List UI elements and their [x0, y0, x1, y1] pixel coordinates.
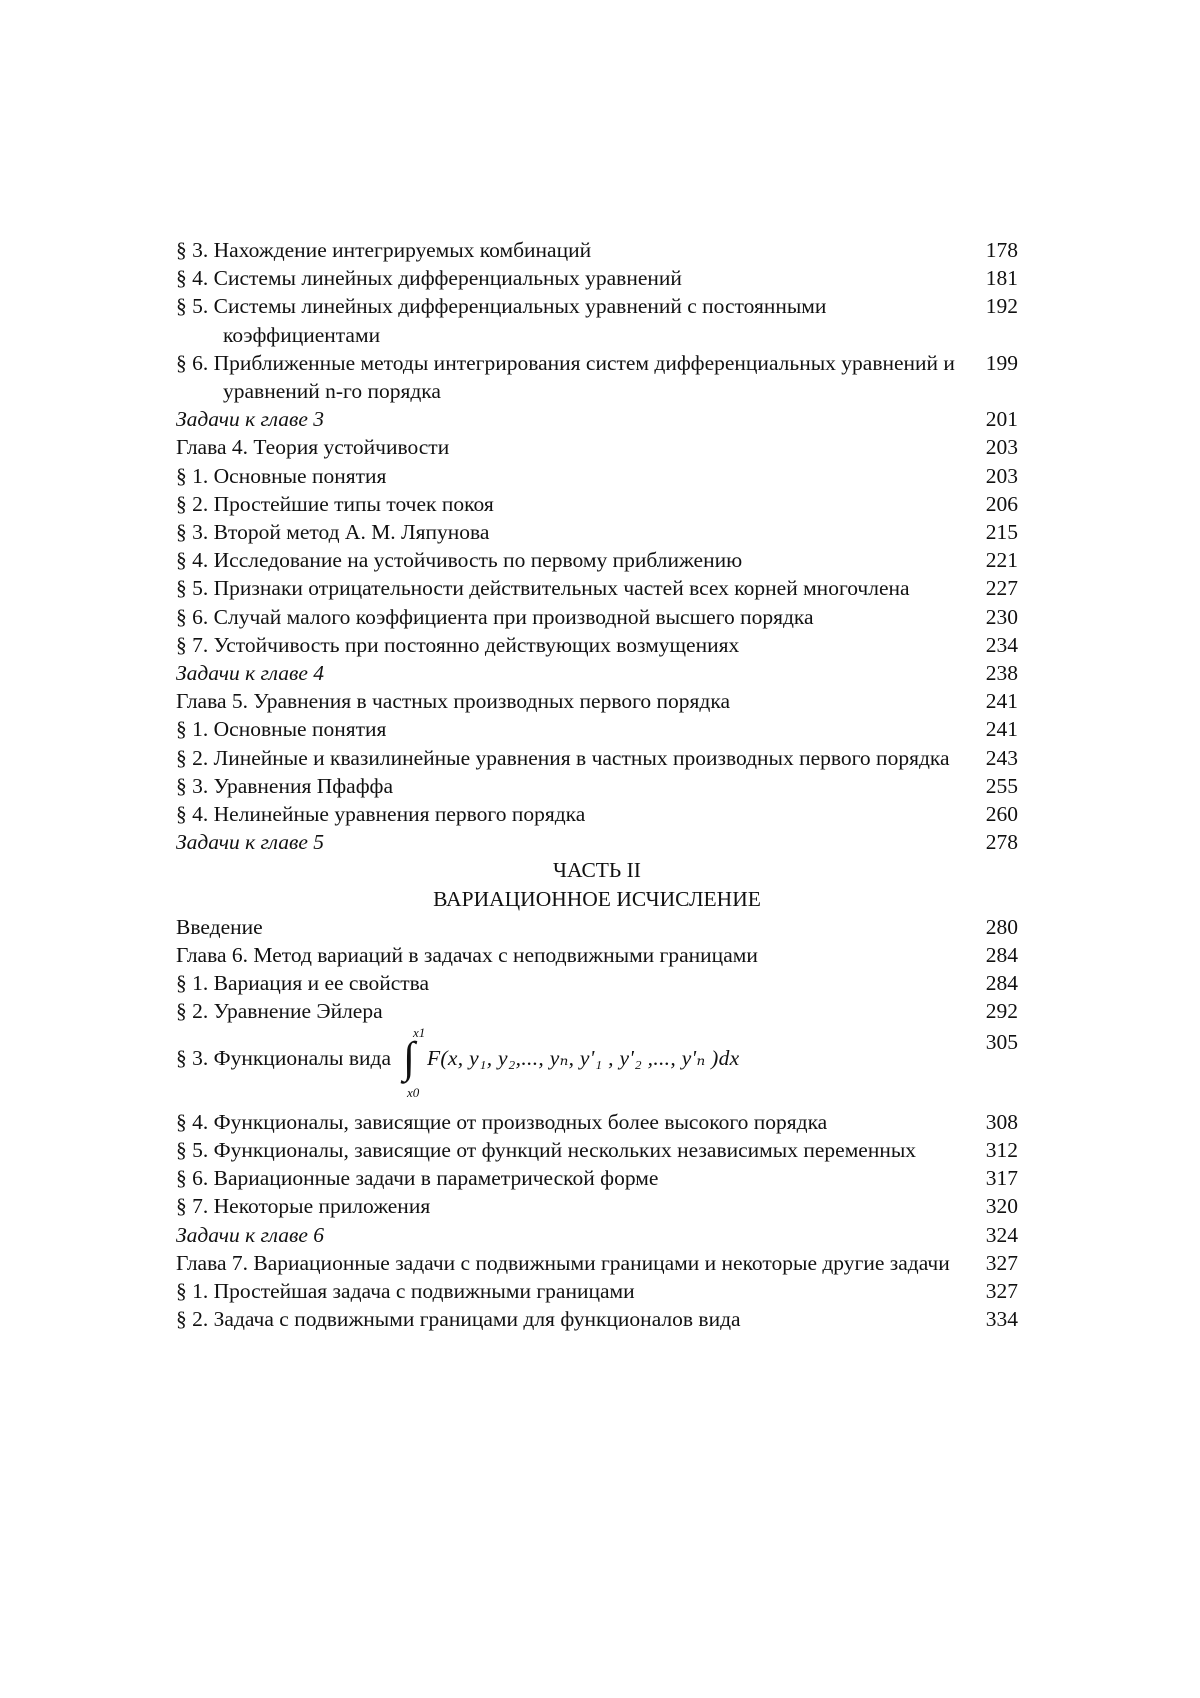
formula-entry-label: § 3. Функционалы вида: [176, 1045, 391, 1070]
toc-entry: [176, 687, 1018, 715]
toc-entry-title: § 5. Функционалы, зависящие от функций нескольких независимых переменных: [176, 1137, 917, 1162]
toc-entry-page: 241: [985, 717, 1018, 742]
integral-sign: [399, 1026, 427, 1102]
toc-entry-page: 201: [985, 407, 1018, 432]
toc-entry-page: 234: [985, 632, 1018, 657]
toc-entry-title: § 2. Задача с подвижными границами для функционалов вида: [176, 1307, 741, 1332]
toc-entry: [176, 828, 1018, 856]
toc-entry-title: § 2. Линейные и квазилинейные уравнения в частных производных первого порядка: [176, 745, 950, 770]
toc-entry-page: 178: [985, 238, 1018, 262]
toc-entry: [176, 603, 1018, 631]
toc-entry-title: § 4. Функционалы, зависящие от производных более высокого порядка: [176, 1109, 828, 1134]
toc-entry-page: 334: [985, 1307, 1018, 1332]
toc-entry-page: 203: [985, 435, 1018, 460]
toc-entry-page: 206: [985, 491, 1018, 516]
toc-entry-page: 308: [985, 1109, 1018, 1134]
toc-entry: [176, 1277, 1018, 1305]
toc-entry: [176, 1221, 1018, 1249]
toc-entry: [176, 1164, 1018, 1192]
formula-entry-page: 305: [985, 1029, 1018, 1054]
toc-entry-title: Глава 5. Уравнения в частных производных первого порядка: [176, 689, 730, 714]
toc-entry-title: § 3. Нахождение интегрируемых комбинаций: [176, 238, 592, 262]
toc-entry-title: § 4. Системы линейных дифференциальных уравнений: [176, 266, 682, 291]
toc-entry-page: 192: [985, 294, 1018, 319]
toc-entry-title: Задачи к главе 3: [176, 407, 325, 432]
part-title: ВАРИАЦИОННОЕ ИСЧИСЛЕНИЕ: [433, 886, 761, 911]
toc-entry-title: § 4. Нелинейные уравнения первого порядка: [176, 802, 586, 827]
toc-entry: [176, 631, 1018, 659]
toc-entry: [176, 744, 1018, 772]
toc-entry: [176, 349, 1018, 405]
toc-entry-title: § 2. Простейшие типы точек покоя: [176, 491, 494, 516]
integrand-expression: F(x, y₁, y₂,..., yₙ, y'₁ , y'₂ ,..., y'ₙ )dx: [427, 1045, 740, 1070]
toc-entry: [176, 433, 1018, 461]
toc-entry-title: § 1. Основные понятия: [176, 463, 387, 488]
toc-entry: [176, 292, 1018, 348]
toc-entry-title: Введение: [176, 914, 263, 939]
toc-entry-title: Задачи к главе 5: [176, 830, 325, 855]
toc-entry: [176, 462, 1018, 490]
toc-entry-page: 215: [985, 520, 1018, 545]
integral-upper-limit: x1: [413, 1024, 426, 1040]
toc-entry-page: 312: [985, 1137, 1018, 1162]
toc-entry-page: 243: [985, 745, 1018, 770]
integral-symbol: ∫: [403, 1032, 416, 1082]
toc-entry: [176, 1192, 1018, 1220]
toc-entry-page: 317: [985, 1166, 1018, 1191]
toc-entry: [176, 1249, 1018, 1277]
toc-entry: [176, 800, 1018, 828]
toc-entry-page: 260: [985, 802, 1018, 827]
toc-entry-title: § 7. Устойчивость при постоянно действующих возмущениях: [176, 632, 740, 657]
table-of-contents: [176, 236, 1018, 1333]
toc-entry-page: 320: [985, 1194, 1018, 1219]
toc-entry-page: 292: [985, 999, 1018, 1024]
formula-entry-title: [176, 1026, 740, 1108]
toc-entry-page: 327: [985, 1278, 1018, 1303]
toc-entry: [176, 1108, 1018, 1136]
toc-entry-page: 181: [985, 266, 1018, 291]
toc-entry-page: 327: [985, 1250, 1018, 1275]
part-number: ЧАСТЬ II: [553, 858, 641, 883]
toc-entry-title: Глава 4. Теория устойчивости: [176, 435, 450, 460]
toc-entry-title: Глава 6. Метод вариаций в задачах с неподвижными границами: [176, 943, 758, 968]
toc-entry-page: 199: [985, 350, 1018, 375]
toc-entry: [176, 659, 1018, 687]
toc-entry-page: 241: [985, 689, 1018, 714]
toc-entry-title: § 5. Признаки отрицательности действительных частей всех корней многочлена: [176, 576, 910, 601]
toc-entry-title: § 6. Приближенные методы интегрирования систем дифференциальных уравнений и уравнений n-го порядка: [176, 350, 955, 404]
toc-entry-title: Задачи к главе 6: [176, 1222, 325, 1247]
toc-entry: [176, 715, 1018, 743]
toc-entry-title: § 6. Вариационные задачи в параметрической форме: [176, 1166, 659, 1191]
toc-entry: [176, 913, 1018, 941]
toc-entry-page: 284: [985, 971, 1018, 996]
toc-entry-title: § 2. Уравнение Эйлера: [176, 999, 383, 1024]
toc-entry-title: § 5. Системы линейных дифференциальных уравнений с постоянными коэффициентами: [176, 294, 827, 347]
toc-section-part2-start: [176, 913, 1018, 1026]
toc-entry: [176, 969, 1018, 997]
toc-entry: [176, 405, 1018, 433]
toc-entry-page: 280: [985, 914, 1018, 939]
toc-section-part1-end: [176, 236, 1018, 856]
toc-entry: [176, 518, 1018, 546]
toc-section-part2-rest: [176, 1108, 1018, 1334]
toc-entry-page: 203: [985, 463, 1018, 488]
toc-entry-page: 230: [985, 604, 1018, 629]
toc-entry: [176, 264, 1018, 292]
toc-entry-page: 227: [985, 576, 1018, 601]
toc-entry: [176, 236, 1018, 264]
toc-entry-page: 278: [985, 830, 1018, 855]
toc-entry-page: 238: [985, 661, 1018, 686]
toc-entry: [176, 1305, 1018, 1333]
toc-entry-title: § 3. Второй метод А. М. Ляпунова: [176, 520, 490, 545]
toc-entry-title: § 3. Уравнения Пфаффа: [176, 773, 394, 798]
toc-entry: [176, 546, 1018, 574]
toc-entry-title: Задачи к главе 4: [176, 661, 325, 686]
formula-entry: [176, 1026, 1018, 1108]
toc-entry: [176, 941, 1018, 969]
toc-entry-page: 284: [985, 943, 1018, 968]
toc-entry-title: § 1. Основные понятия: [176, 717, 387, 742]
toc-entry: [176, 490, 1018, 518]
toc-entry-page: 324: [985, 1222, 1018, 1247]
toc-entry-title: § 7. Некоторые приложения: [176, 1194, 431, 1219]
toc-entry-title: Глава 7. Вариационные задачи с подвижными границами и некоторые другие задачи: [176, 1250, 950, 1275]
toc-entry: [176, 997, 1018, 1025]
toc-entry-title: § 6. Случай малого коэффициента при производной высшего порядка: [176, 604, 814, 629]
toc-entry: [176, 1136, 1018, 1164]
toc-entry-title: § 4. Исследование на устойчивость по первому приближению: [176, 548, 743, 573]
toc-entry: [176, 772, 1018, 800]
toc-entry-title: § 1. Вариация и ее свойства: [176, 971, 430, 996]
toc-entry-page: 255: [985, 773, 1018, 798]
toc-entry: [176, 574, 1018, 602]
integral-lower-limit: x0: [407, 1084, 420, 1100]
toc-entry-page: 221: [985, 548, 1018, 573]
toc-entry-title: § 1. Простейшая задача с подвижными границами: [176, 1278, 635, 1303]
